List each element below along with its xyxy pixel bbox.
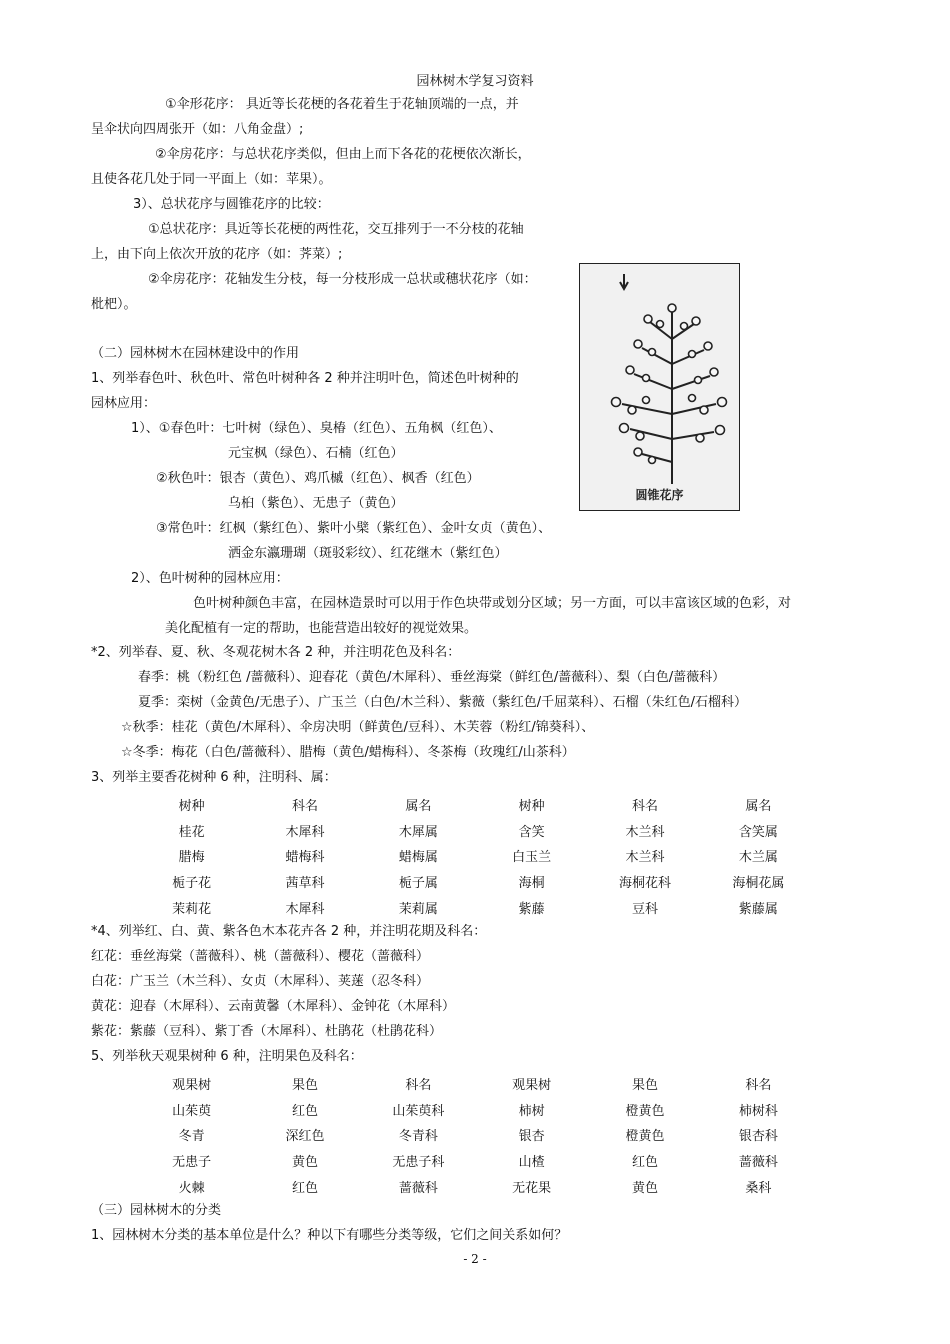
table-cell: 无花果 bbox=[512, 1180, 552, 1196]
section-heading: （三）园林树木的分类 bbox=[91, 1203, 222, 1218]
table-cell: 冬青科 bbox=[398, 1129, 438, 1145]
table-cell: 海桐花属 bbox=[732, 876, 785, 892]
table-cell: 橙黄色 bbox=[625, 1103, 665, 1119]
text-line: 2）、色叶树种的园林应用： bbox=[131, 571, 289, 586]
table-cell: 蔷薇科 bbox=[738, 1155, 778, 1171]
table-cell: 桂花 bbox=[178, 824, 205, 840]
table-cell: 茜草科 bbox=[285, 876, 325, 892]
table-cell: 山茱萸 bbox=[172, 1103, 212, 1119]
table-cell: 木犀科 bbox=[285, 901, 325, 917]
fruit-trees-table bbox=[135, 1071, 815, 1199]
table-cell: 深红色 bbox=[285, 1129, 325, 1145]
text-line: 春季：桃（粉红色 /蔷薇科）、迎春花（黄色/木犀科）、垂丝海棠（鲜红色/蔷薇科）、梨（白色/蔷薇科） bbox=[138, 670, 726, 685]
table-cell: 栀子属 bbox=[398, 876, 438, 892]
text-line: 3）、总状花序与圆锥花序的比较： bbox=[133, 197, 330, 212]
question-4: *4、列举红、白、黄、紫各色木本花卉各 2 种，并注明花期及科名： bbox=[91, 924, 487, 939]
table-header: 观果树 bbox=[172, 1078, 212, 1094]
table-cell: 紫藤 bbox=[518, 901, 545, 917]
text-line: 红花：垂丝海棠（蔷薇科）、桃（蔷薇科）、樱花（蔷薇科） bbox=[91, 949, 430, 964]
text-line: ①总状花序：具近等长花梗的两性花，交互排列于一不分枝的花轴 bbox=[148, 222, 524, 237]
table-header: 属名 bbox=[405, 799, 432, 815]
table-cell: 柿树科 bbox=[738, 1103, 778, 1119]
table-cell: 冬青 bbox=[178, 1129, 205, 1145]
table-header: 树种 bbox=[178, 799, 205, 815]
section-heading: （二）园林树木在园林建设中的作用 bbox=[91, 346, 300, 361]
text-line: 紫花：紫藤（豆科）、紫丁香（木犀科）、杜鹃花（杜鹃花科） bbox=[91, 1024, 443, 1039]
text-line: ②秋色叶：银杏（黄色）、鸡爪槭（红色）、枫香（红色） bbox=[156, 471, 480, 486]
table-header: 果色 bbox=[291, 1078, 318, 1094]
table-cell: 茉莉花 bbox=[172, 901, 212, 917]
table-cell: 红色 bbox=[631, 1155, 658, 1171]
text-line: 元宝枫（绿色）、石楠（红色） bbox=[228, 446, 404, 461]
table-cell: 银杏 bbox=[518, 1129, 545, 1145]
table-header: 科名 bbox=[405, 1078, 432, 1094]
table-cell: 木犀属 bbox=[398, 824, 438, 840]
table-cell: 蜡梅属 bbox=[398, 850, 438, 866]
text-line: 呈伞状向四周张开（如：八角金盘）; bbox=[91, 122, 304, 137]
table-cell: 海桐花科 bbox=[618, 876, 671, 892]
text-line: 黄花：迎春（木犀科）、云南黄馨（木犀科）、金钟花（木犀科） bbox=[91, 999, 456, 1014]
table-cell: 红色 bbox=[291, 1103, 318, 1119]
question-6: 1、园林树木分类的基本单位是什么？种以下有哪些分类等级，它们之间关系如何？ bbox=[91, 1228, 568, 1243]
table-header: 科名 bbox=[745, 1078, 772, 1094]
table-cell: 黄色 bbox=[291, 1155, 318, 1171]
text-line: ①伞形花序： 具近等长花梗的各花着生于花轴顶端的一点，并 bbox=[165, 97, 519, 112]
text-line: 且使各花几处于同一平面上（如：苹果）。 bbox=[91, 172, 332, 187]
text-line: 夏季：栾树（金黄色/无患子）、广玉兰（白色/木兰科）、紫薇（紫红色/千屈菜科）、石榴（朱红色/石榴科） bbox=[138, 695, 748, 710]
fragrant-trees-table bbox=[135, 792, 815, 920]
table-cell: 含笑 bbox=[518, 824, 545, 840]
table-cell: 山茱萸科 bbox=[392, 1103, 445, 1119]
table-cell: 含笑属 bbox=[738, 824, 778, 840]
table-header: 属名 bbox=[745, 799, 772, 815]
text-line: ②伞房花序：花轴发生分枝，每一分枝形成一总状或穗状花序（如： bbox=[148, 272, 537, 287]
text-line: ②伞房花序：与总状花序类似，但由上而下各花的花梗依次渐长， bbox=[155, 147, 531, 162]
table-cell: 黄色 bbox=[631, 1180, 658, 1196]
table-cell: 白玉兰 bbox=[512, 850, 552, 866]
text-line: 上，由下向上依次开放的花序（如：荠菜）; bbox=[91, 247, 343, 262]
table-cell: 柿树 bbox=[518, 1103, 545, 1119]
text-line: 园林应用： bbox=[91, 396, 157, 411]
page-number: - 2 - bbox=[463, 1252, 487, 1266]
table-cell: 腊梅 bbox=[178, 850, 205, 866]
table-cell: 木兰属 bbox=[738, 850, 778, 866]
text-line: ☆冬季：梅花（白色/蔷薇科）、腊梅（黄色/蜡梅科）、冬茶梅（玫瑰红/山茶科） bbox=[121, 745, 575, 760]
table-cell: 银杏科 bbox=[738, 1129, 778, 1145]
text-line: 1）、①春色叶：七叶树（绿色）、臭椿（红色）、五角枫（红色）、 bbox=[131, 421, 502, 436]
text-line: 枇杷）。 bbox=[91, 297, 137, 312]
table-header: 科名 bbox=[291, 799, 318, 815]
table-cell: 海桐 bbox=[518, 876, 545, 892]
figure-caption: 圆锥花序 bbox=[635, 488, 684, 502]
table-cell: 无患子科 bbox=[392, 1155, 445, 1171]
table-cell: 豆科 bbox=[631, 901, 658, 917]
table-header: 树种 bbox=[518, 799, 545, 815]
table-cell: 木兰科 bbox=[625, 850, 665, 866]
table-cell: 木犀科 bbox=[285, 824, 325, 840]
table-header: 科名 bbox=[631, 799, 658, 815]
text-line: ③常色叶：红枫（紫红色）、紫叶小檗（紫红色）、金叶女贞（黄色）、 bbox=[156, 521, 552, 536]
table-cell: 山楂 bbox=[518, 1155, 545, 1171]
table-cell: 木兰科 bbox=[625, 824, 665, 840]
question-1: 1、列举春色叶、秋色叶、常色叶树种各 2 种并注明叶色，简述色叶树种的 bbox=[91, 371, 519, 386]
text-line: 乌桕（紫色）、无患子（黄色） bbox=[228, 496, 404, 511]
table-header: 果色 bbox=[631, 1078, 658, 1094]
table-cell: 茉莉属 bbox=[398, 901, 438, 917]
table-cell: 栀子花 bbox=[172, 876, 212, 892]
panicle-inflorescence-figure bbox=[579, 263, 740, 511]
panicle-diagram bbox=[580, 264, 740, 511]
page-header: 园林树木学复习资料 bbox=[416, 74, 534, 89]
question-3: 3、列举主要香花树种 6 种，注明科、属： bbox=[91, 770, 337, 785]
table-cell: 火棘 bbox=[178, 1180, 205, 1196]
table-cell: 蔷薇科 bbox=[398, 1180, 438, 1196]
table-cell: 紫藤属 bbox=[738, 901, 778, 917]
table-cell: 红色 bbox=[291, 1180, 318, 1196]
text-line: 洒金东瀛珊瑚（斑驳彩纹）、红花继木（紫红色） bbox=[228, 546, 508, 561]
table-header: 观果树 bbox=[512, 1078, 552, 1094]
table-cell: 桑科 bbox=[745, 1180, 772, 1196]
question-5: 5、列举秋天观果树种 6 种，注明果色及科名： bbox=[91, 1049, 363, 1064]
text-line: ☆秋季：桂花（黄色/木犀科）、伞房决明（鲜黄色/豆科）、木芙蓉（粉红/锦葵科）、 bbox=[121, 720, 595, 735]
question-2: *2、列举春、夏、秋、冬观花树木各 2 种，并注明花色及科名： bbox=[91, 645, 461, 660]
text-line: 白花：广玉兰（木兰科）、女贞（木犀科）、荚蒾（忍冬科） bbox=[91, 974, 430, 989]
table-cell: 无患子 bbox=[172, 1155, 212, 1171]
text-line: 色叶树种颜色丰富，在园林造景时可以用于作色块带或划分区域；另一方面，可以丰富该区域的色彩，对 bbox=[193, 596, 792, 611]
text-line: 美化配植有一定的帮助，也能营造出较好的视觉效果。 bbox=[165, 621, 478, 636]
table-cell: 蜡梅科 bbox=[285, 850, 325, 866]
table-cell: 橙黄色 bbox=[625, 1129, 665, 1145]
